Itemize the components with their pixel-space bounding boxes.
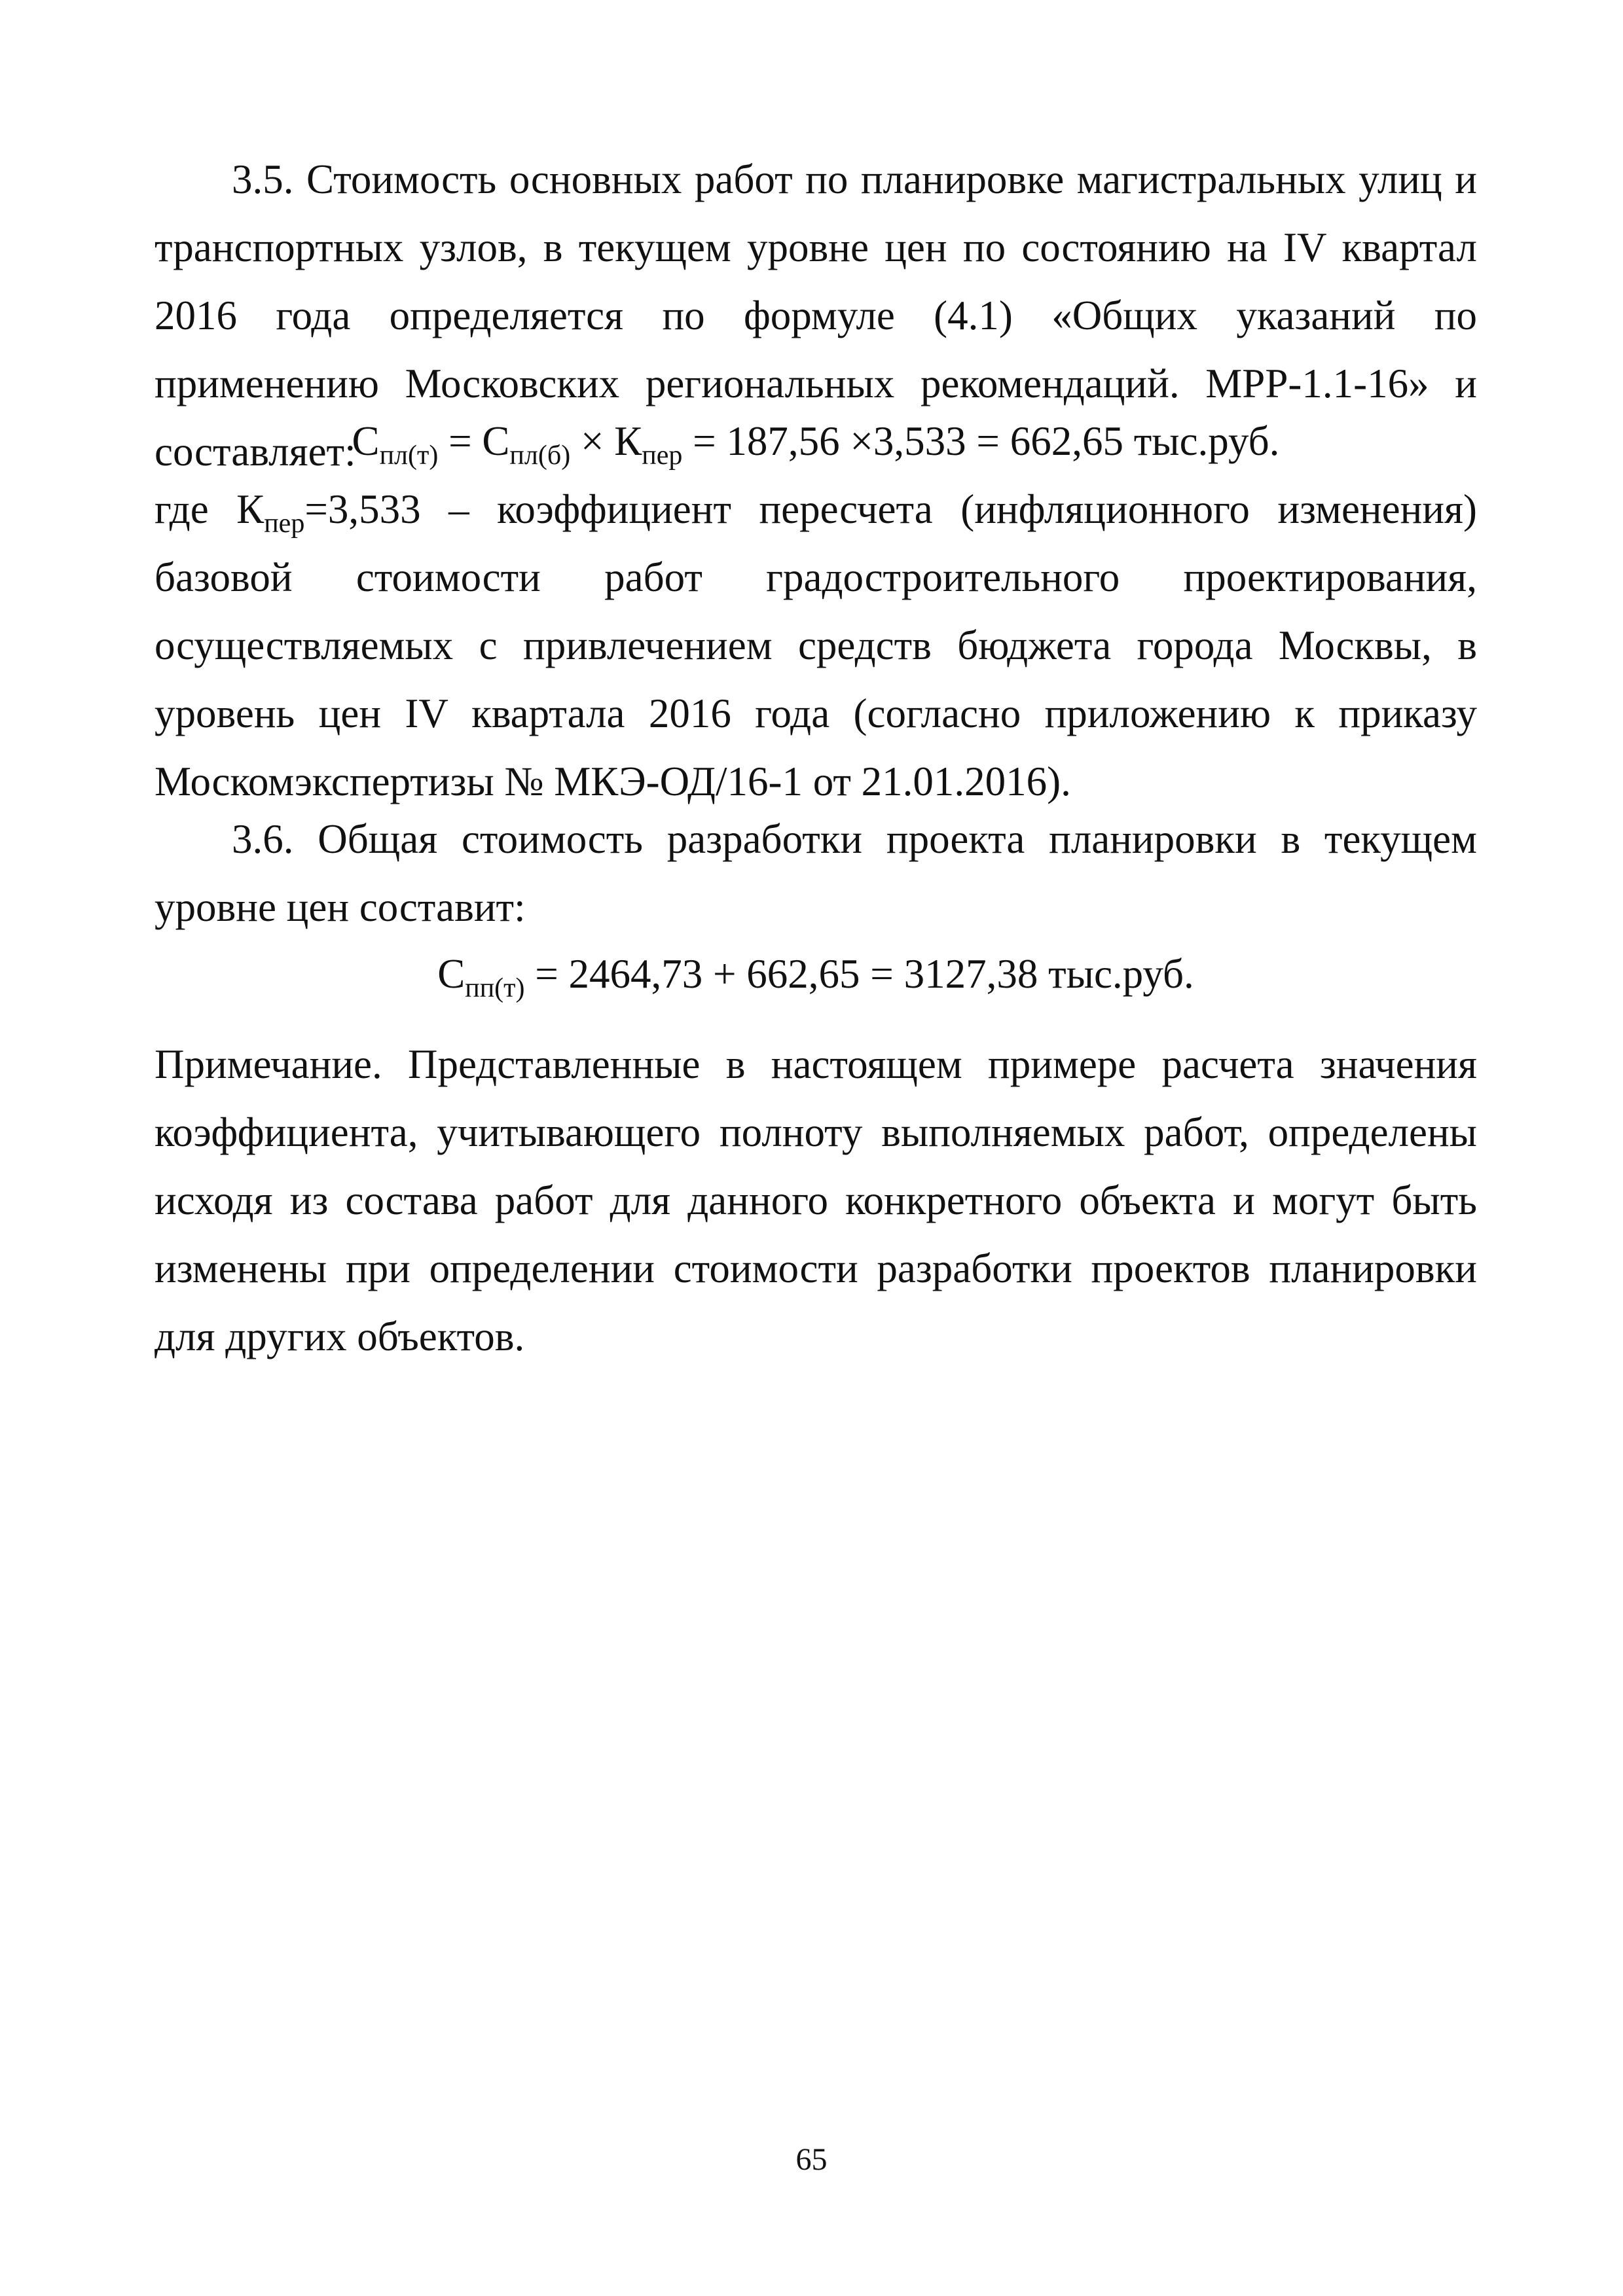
formula-1-c2-sub: пл(б) bbox=[509, 440, 571, 471]
formula-total-cost bbox=[155, 940, 1477, 1008]
paragraph-3-5: 3.5. Стоимость основных работ по планировке магистральных улиц и транспортных узлов, в текущем уровне цен по состоянию на IV квартал 2016 года определяется по формуле (4.1) «Общих указаний по применению Московских региональных рекомендаций. МРР-1.1-16» и составляет: bbox=[155, 156, 1477, 475]
note-paragraph: Примечание. Представленные в настоящем примере расчета значения коэффициента, учитывающего полноту выполняемых работ, определены исходя из состава работ для данного конкретного объекта и могут быть изменены при определении стоимости разработки проектов планировки для других объектов. bbox=[155, 1041, 1477, 1359]
paragraph-where bbox=[155, 475, 1477, 816]
formula-1-k-sub: пер bbox=[642, 440, 683, 471]
page-number: 65 bbox=[795, 2142, 828, 2177]
formula-2-c-sub: пп(т) bbox=[465, 973, 525, 1003]
paragraph-3-6: 3.6. Общая стоимость разработки проекта планировки в текущем уровне цен составит: bbox=[155, 816, 1477, 930]
where-k-sub: пер bbox=[264, 509, 305, 539]
formula-1-times: × К bbox=[570, 418, 642, 464]
where-text: =3,533 – коэффициент пересчета (инфляционного изменения) базовой стоимости работ градостроительного проектирования, осуществляемых с привлечением средств бюджета города Москвы, в уровень цен IV квартала 2016 года (согласно приложению к приказу Москомэкспертизы № МКЭ-ОД/16-1 от 21.01.2016). bbox=[155, 486, 1477, 804]
formula-1-eq: = С bbox=[438, 418, 510, 464]
formula-cost-planning bbox=[155, 407, 1477, 475]
where-prefix: где К bbox=[155, 486, 264, 532]
formula-2-rest: = 2464,73 + 662,65 = 3127,38 тыс.руб. bbox=[524, 951, 1194, 997]
formula-2-c: С bbox=[437, 951, 465, 997]
formula-1-c-sub: пл(т) bbox=[379, 440, 439, 471]
formula-1-rest: = 187,56 ×3,533 = 662,65 тыс.руб. bbox=[682, 418, 1280, 464]
formula-1-c: С bbox=[352, 418, 380, 464]
